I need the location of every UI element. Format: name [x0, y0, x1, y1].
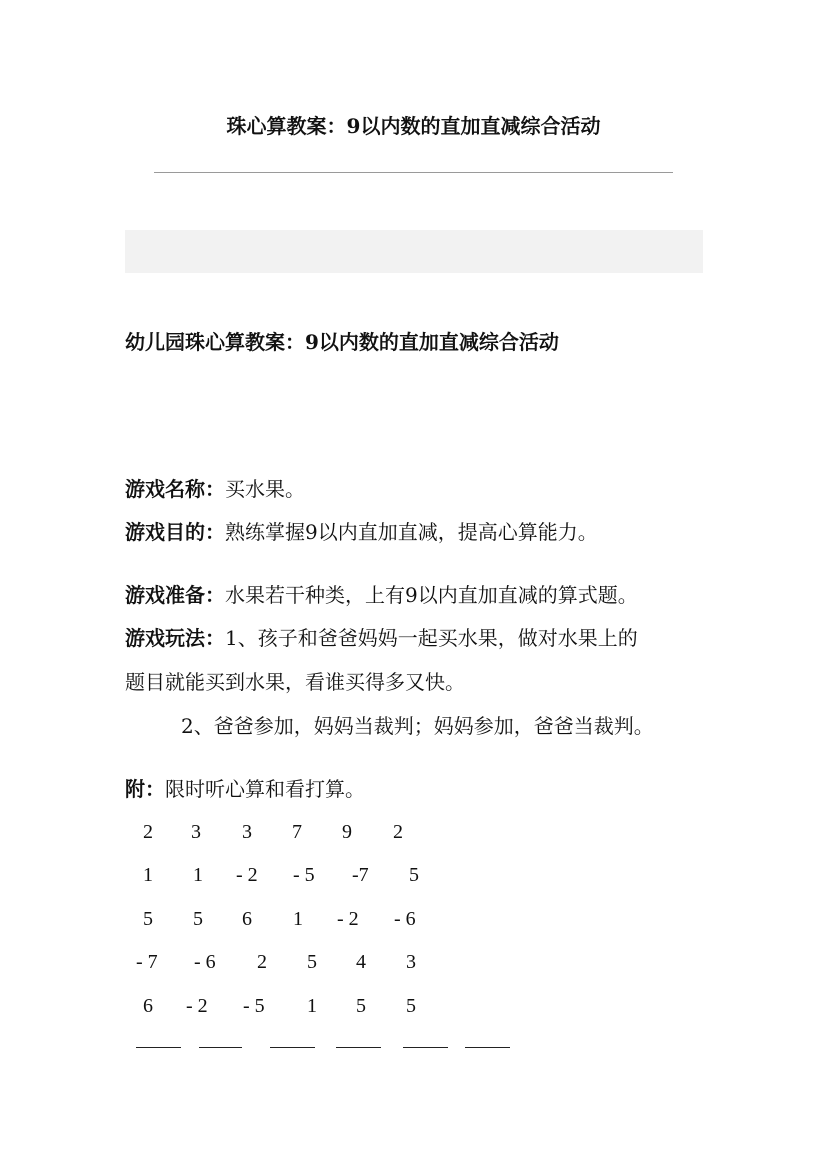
game-prep-value: 水果若干种类，上有9以内直加直减的算式题。 [225, 583, 638, 607]
exercise-cell: - 6 [394, 908, 416, 930]
exercise-cell: 5 [409, 864, 419, 886]
exercise-cell: 5 [143, 908, 153, 930]
answer-blank [199, 1047, 242, 1048]
title-divider [154, 172, 673, 173]
game-name-label: 游戏名称： [125, 477, 225, 501]
exercise-cell: 5 [406, 995, 416, 1017]
exercise-cell: - 5 [243, 995, 265, 1017]
page-title: 珠心算教案：9以内数的直加直减综合活动 [226, 114, 601, 138]
exercise-cell: 2 [257, 951, 267, 973]
answer-blank [270, 1047, 315, 1048]
exercise-cell: - 5 [293, 864, 315, 886]
exercise-cell: 5 [307, 951, 317, 973]
exercise-cell: - 6 [194, 951, 216, 973]
exercise-cell: 1 [307, 995, 317, 1017]
game-play-value-3: 2、爸爸参加，妈妈当裁判；妈妈参加，爸爸当裁判。 [181, 714, 654, 738]
game-play-label: 游戏玩法： [125, 626, 225, 650]
exercise-cell: 6 [242, 908, 252, 930]
game-goal-value: 熟练掌握9以内直加直减，提高心算能力。 [225, 520, 598, 544]
exercise-cell: 2 [393, 821, 403, 843]
exercise-cell: - 7 [136, 951, 158, 973]
exercise-cell: 1 [193, 864, 203, 886]
appendix-label: 附： [125, 777, 165, 801]
exercise-cell: 9 [342, 821, 352, 843]
answer-blank [136, 1047, 181, 1048]
game-name-value: 买水果。 [225, 477, 305, 501]
exercise-cell: 5 [193, 908, 203, 930]
game-play-line [125, 624, 638, 652]
exercise-cell: -7 [352, 864, 369, 886]
gray-banner [125, 230, 703, 273]
exercise-cell: 7 [292, 821, 302, 843]
exercise-cell: 3 [242, 821, 252, 843]
exercise-cell: - 2 [236, 864, 258, 886]
document-subtitle: 幼儿园珠心算教案：9以内数的直加直减综合活动 [125, 330, 559, 354]
answer-blank [403, 1047, 448, 1048]
game-prep-line [125, 581, 638, 609]
exercise-cell: 6 [143, 995, 153, 1017]
appendix-line [125, 775, 365, 803]
game-goal-line [125, 518, 598, 546]
exercise-cell: - 2 [337, 908, 359, 930]
exercise-cell: 1 [293, 908, 303, 930]
exercise-cell: 4 [356, 951, 366, 973]
answer-blank [336, 1047, 381, 1048]
exercise-cell: 3 [191, 821, 201, 843]
game-goal-label: 游戏目的： [125, 520, 225, 544]
appendix-value: 限时听心算和看打算。 [165, 777, 365, 801]
exercise-cell: 5 [356, 995, 366, 1017]
exercise-cell: 2 [143, 821, 153, 843]
game-play-value-2: 题目就能买到水果，看谁买得多又快。 [125, 670, 465, 694]
exercise-cell: 1 [143, 864, 153, 886]
game-name-line [125, 475, 305, 503]
game-prep-label: 游戏准备： [125, 583, 225, 607]
exercise-cell: 3 [406, 951, 416, 973]
game-play-value-1: 1、孩子和爸爸妈妈一起买水果，做对水果上的 [225, 626, 638, 650]
exercise-cell: - 2 [186, 995, 208, 1017]
answer-blank [465, 1047, 510, 1048]
